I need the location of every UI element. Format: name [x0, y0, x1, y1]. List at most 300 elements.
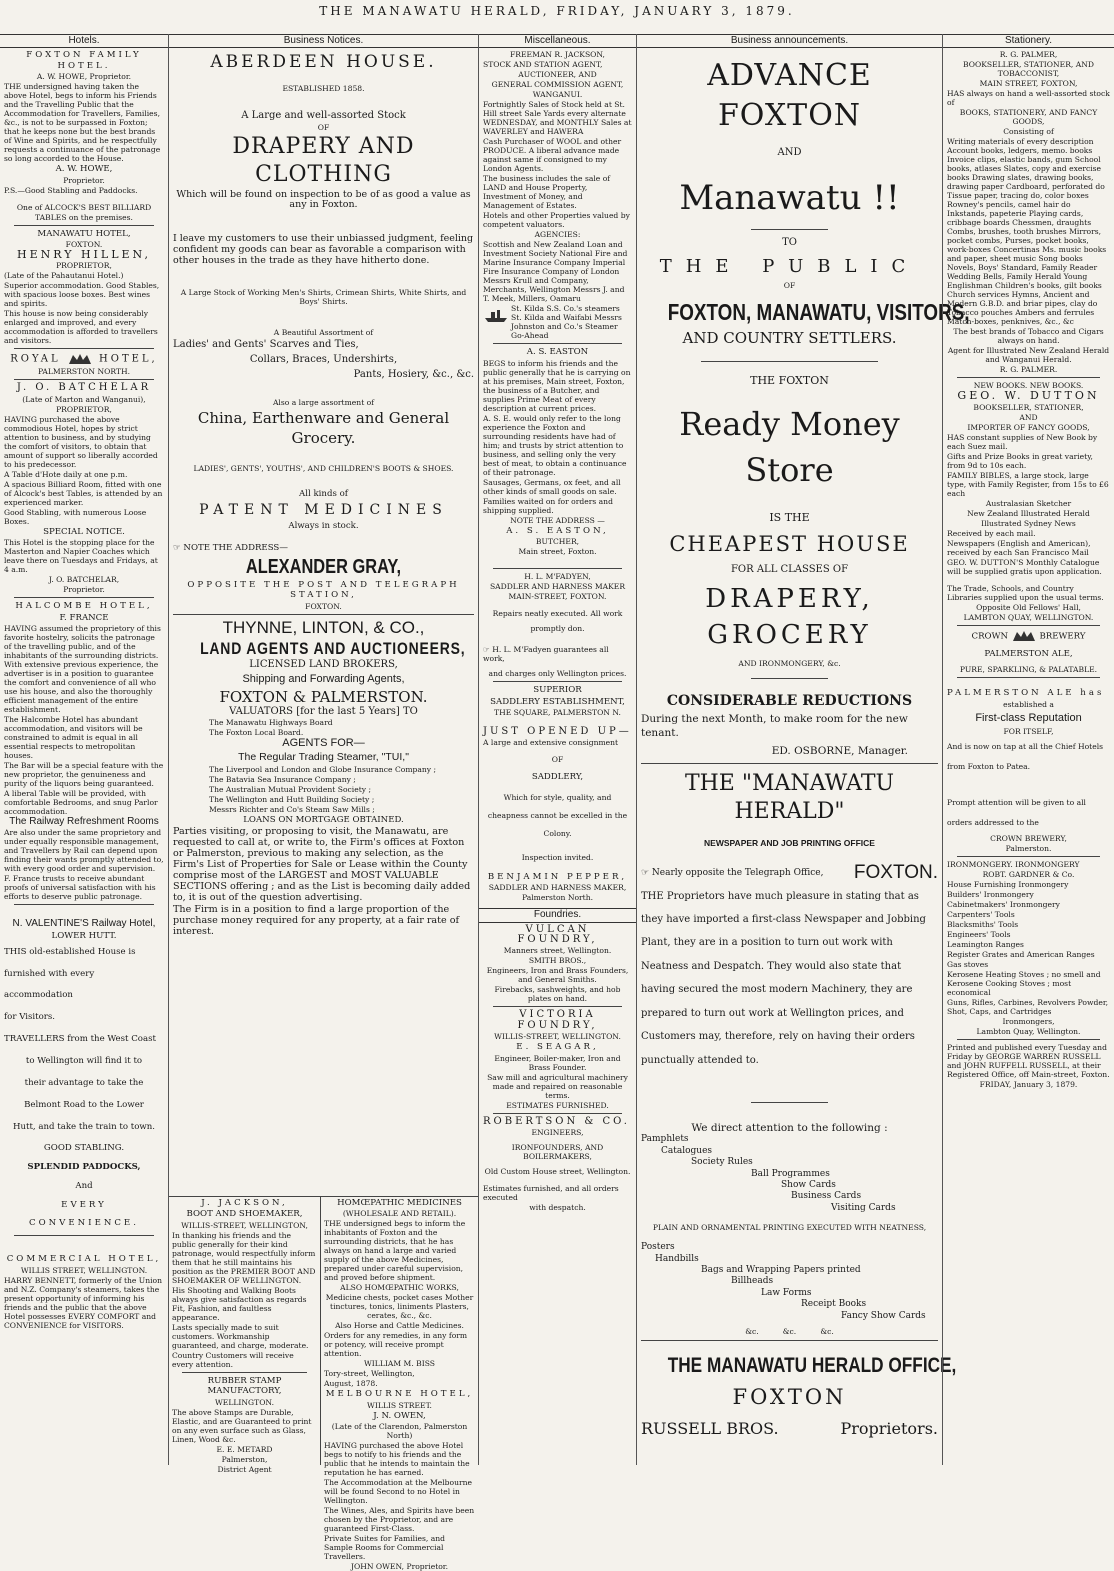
- ad-estimates: ESTIMATES FURNISHED.: [506, 1100, 609, 1110]
- ad-title: IRONMONGERY. IRONMONGERY: [947, 859, 1080, 869]
- ad-place: LOWER HUTT.: [51, 930, 117, 941]
- jackson-boot-ad: [169, 1197, 321, 1474]
- ad-advance: ADVANCE FOXTON: [707, 58, 872, 134]
- ad-place: PALMERSTON NORTH.: [37, 367, 131, 377]
- ad-melbody-3: The Wines, Ales, and Spirits have been chosen by the Proprietor, and are guaranteed First-Class.: [324, 1506, 475, 1534]
- ad-body: THE undersigned having taken the above Hotel, begs to inform his Friends and the Travelling Public that the Accommodation for Travellers, Families, &c., is not to be surpassed in Foxton; that he keeps none but the best brands of Wine and Spirits, and he respectfully requests a continuance of the patronage so long accorded to the House.: [4, 82, 161, 164]
- ad-line: A Large and well-assorted Stock: [241, 110, 406, 122]
- ad-notice: This Hotel is the stopping place for the Masterton and Napier Coaches which leave there on Tuesdays and Fridays, at 4 a.m.: [4, 538, 158, 575]
- ad-body: THE undersigned begs to inform the inhabitants of Foxton and the surrounding districts, that he has always on hand a large and varied supply of the above Medicines, prepared under careful supervision, and proved before shipment.: [324, 1219, 466, 1283]
- divider: [493, 681, 622, 682]
- ad-val: VALUATORS [for the last 5 Years] TO: [229, 706, 418, 718]
- ad-name: E. SEAGAR,: [516, 1042, 599, 1053]
- ad-agency: The Wellington and Hutt Building Society ;: [209, 794, 375, 804]
- divider: [182, 1372, 307, 1373]
- ad-sign-2: SADDLER AND HARNESS MAKER,: [488, 883, 627, 893]
- ad-gifts: Gifts and Prize Books in great variety, from 9d to 10s each.: [947, 451, 1093, 470]
- easton-butcher-ad: [483, 347, 632, 556]
- column-subheader: Foundries.: [479, 908, 636, 922]
- ad-title: COMMERCIAL HOTEL,: [6, 1254, 162, 1265]
- ad-loans: LOANS ON MORTGAGE OBTAINED.: [243, 814, 404, 825]
- ad-of: OF: [317, 122, 330, 132]
- ad-v2: The Foxton Local Board.: [209, 728, 304, 738]
- ad-herald: THE "MANAWATU HERALD": [684, 770, 895, 824]
- divider: [14, 1235, 154, 1236]
- ad-proprietor: PROPRIETOR,: [56, 404, 112, 414]
- aberdeen-house-ad: [173, 50, 474, 610]
- pepper-saddlery-ad: [483, 685, 632, 902]
- ad-store: Ready Money Store: [679, 404, 900, 489]
- column-header: Hotels.: [0, 34, 168, 48]
- printing-item: Business Cards: [791, 1191, 862, 1202]
- ad-line: A Beautiful Assortment of: [273, 327, 374, 337]
- ad-sign-2: Tory-street, Wellington,: [324, 1369, 415, 1379]
- masthead: THE MANAWATU HERALD, FRIDAY, JANUARY 3, 1879.: [319, 4, 795, 18]
- divider: [14, 904, 154, 905]
- ad-late: (Late of the Pahautanui Hotel.): [4, 271, 124, 281]
- ad-reductions: CONSIDERABLE REDUCTIONS: [666, 693, 913, 710]
- ad-title: J. JACKSON,: [201, 1198, 288, 1208]
- ad-name: R. G. PALMER,: [999, 50, 1058, 60]
- ad-body-3: The Bar will be a special feature with the new proprietor, the genuineness and purity of the liquors being guaranteed.: [4, 761, 164, 789]
- ad-line: for Visitors.: [4, 1012, 56, 1023]
- ad-manawatu: Manawatu !!: [679, 177, 900, 218]
- ad-place: MAIN STREET, FOXTON,: [979, 79, 1078, 89]
- ad-body: HAVING purchased the above commodious Hotel, hopes by strict attention to business, and by studying the comfort of visitors, to obtain that amount of support so liberally accorded to his predecessor.: [4, 414, 158, 469]
- ad-title: SUPERIOR: [533, 685, 582, 696]
- ad-settlers: AND COUNTRY SETTLERS.: [682, 329, 897, 348]
- valentine-hotel-ad: [4, 919, 164, 1232]
- ad-line: Pants, Hosiery, &c., &c.: [353, 368, 474, 380]
- ad-title: THYNNE, LINTON, & CO.,: [222, 617, 425, 637]
- ad-lic: LICENSED LAND BROKERS,: [249, 658, 398, 670]
- ad-body-3: The business includes the sale of LAND and House Property, Investment of Money, and Management of Estates.: [483, 174, 611, 211]
- divider: [751, 229, 828, 230]
- palmer-ad: [947, 50, 1110, 374]
- crown-brewery-ad: [947, 629, 1110, 853]
- ad-name: J. O. BATCHELAR: [16, 382, 152, 394]
- divider: [957, 677, 1100, 678]
- ad-line: ENGINEERS,: [531, 1128, 584, 1138]
- ad-new: NEW BOOKS. NEW BOOKS.: [973, 381, 1084, 391]
- ad-right: BREWERY: [1039, 631, 1086, 642]
- ad-agency: The Australian Mutual Provident Society ;: [209, 784, 372, 794]
- ad-title-3: THE SQUARE, PALMERSTON N.: [494, 708, 621, 718]
- ad-tap: And is now on tap at all the Chief Hotels from Foxton to Patea.: [947, 741, 1104, 771]
- ad-visitors: FOXTON, MANAWATU, VISITORS,: [667, 299, 970, 326]
- ad-title: VULCAN FOUNDRY,: [517, 923, 598, 946]
- ad-tobacco: The best brands of Tobacco and Cigars always on hand.: [953, 327, 1104, 346]
- ad-body-3: Sausages, Germans, ox feet, and all other kinds of small goods on sale.: [483, 477, 621, 496]
- printing-item: Receipt Books: [801, 1299, 867, 1310]
- ad-sign-3: Palmerston North.: [521, 893, 594, 903]
- ad-table: A Table d'Hote daily at one p.m.: [4, 469, 128, 479]
- ad-cheapest: CHEAPEST HOUSE: [669, 532, 910, 557]
- ad-rbody: The above Stamps are Durable, Elastic, and are Guaranteed to print on any even surface such as Glass, Linen, Wood &c.: [172, 1407, 312, 1444]
- printing-items-list: [641, 1134, 938, 1213]
- homeopathic-ad: [321, 1197, 478, 1571]
- ad-steamers: St. Kilda S.S. Co.'s steamers St. Kilda and Waifabi Messrs Johnston and Co.'s Steamer Go-Ahead: [511, 304, 622, 341]
- ad-line: A large and extensive consignment: [483, 738, 619, 748]
- printing-item: Billheads: [731, 1276, 774, 1287]
- ad-line: THIS old-established House is: [4, 947, 136, 958]
- ad-place: WILLIS-STREET, WELLINGTON.: [494, 1032, 621, 1042]
- ad-sub: LAND AGENTS AND AUCTIONEERS,: [200, 638, 466, 658]
- ad-line: Kerosene Heating Stoves ; no smell and Kerosene Cooking Stoves ; most economical: [947, 969, 1101, 997]
- ad-title: HOMŒPATHIC MEDICINES: [337, 1198, 462, 1208]
- ad-rsign-3: District Agent: [217, 1464, 272, 1474]
- ad-line: Cabinetmakers' Ironmongery: [947, 899, 1060, 909]
- ad-line: Ironmongers,: [1002, 1016, 1055, 1026]
- ad-agent: Agent for Illustrated New Zealand Herald and Wanganui Herald.: [947, 346, 1110, 365]
- commercial-hotel-ad: [4, 1254, 164, 1329]
- ad-title: ABERDEEN HOUSE.: [210, 52, 437, 73]
- ad-proprietor: PROPRIETOR,: [56, 261, 112, 271]
- ad-note: ☞ NOTE THE ADDRESS—: [173, 543, 288, 554]
- divider: [14, 225, 154, 226]
- ad-agency: The Batavia Sea Insurance Company ;: [209, 774, 356, 784]
- ad-body: HAVING assumed the proprietory of this favorite hostelry, solicits the patronage of the travelling public, and of the inhabitants of the surrounding districts. With extensive previous experience, the advertiser is in a position to guarantee the comfort and convenience of all who use his house, and also the thoroughly efficient management of the entire establishment.: [4, 624, 161, 715]
- ad-line: to Wellington will find it to: [25, 1056, 143, 1067]
- victoria-foundry-ad: [483, 1010, 632, 1109]
- printing-item: Fancy Show Cards: [841, 1310, 926, 1321]
- ad-line: furnished with every accommodation: [4, 969, 95, 1001]
- ad-line: Inspection invited.: [521, 852, 594, 862]
- ad-line: SPLENDID PADDOCKS,: [27, 1162, 141, 1173]
- divider: [641, 1340, 938, 1341]
- ad-nearly: ☞ Nearly opposite the Telegraph Office,: [641, 868, 824, 879]
- ad-iron: AND IRONMONGERY, &c.: [738, 659, 841, 669]
- column-header: Business Notices.: [169, 34, 478, 48]
- lower-notices: [169, 1196, 478, 1571]
- ad-is-the: IS THE: [769, 510, 810, 524]
- ad-office: NEWSPAPER AND JOB PRINTING OFFICE: [704, 837, 875, 848]
- ad-body-2: This house is now being considerably enlarged and improved, and every accommodation is afforded to travellers and visitors.: [4, 309, 158, 346]
- ad-herald-office: THE MANAWATU HERALD OFFICE,: [667, 1354, 957, 1377]
- ad-agents: AGENTS FOR—: [282, 737, 365, 750]
- ad-line: EVERY CONVENIENCE.: [29, 1200, 139, 1229]
- ad-addr: OPPOSITE THE POST AND TELEGRAPH STATION,: [187, 579, 460, 601]
- ad-line: SADDLERY,: [531, 772, 584, 783]
- ad-line: Leamington Ranges: [947, 939, 1024, 949]
- royal-crest-icon: [1011, 629, 1037, 643]
- ad-name: F. FRANCE: [59, 612, 109, 623]
- divider: [701, 361, 878, 362]
- printing-item: Posters: [641, 1242, 675, 1253]
- ad-title: ROBERTSON & CO.: [483, 1115, 630, 1127]
- dutton-ad: [947, 381, 1110, 621]
- ad-sign: A. S. EASTON,: [506, 525, 609, 536]
- divider: [493, 343, 622, 344]
- ad-note: NOTE THE ADDRESS —: [510, 515, 605, 525]
- ad-news: Newspapers (English and American), received by each San Francisco Mail: [947, 538, 1091, 557]
- printing-item: Show Cards: [781, 1179, 836, 1190]
- ad-russell: RUSSELL BROS.: [641, 1419, 779, 1438]
- ad-and: AND: [777, 147, 802, 159]
- ad-est: established a: [1003, 699, 1054, 709]
- ad-line: House Furnishing Ironmongery: [947, 879, 1069, 889]
- ad-signature: A. W. HOWE,: [55, 164, 113, 175]
- ad-rubber: RUBBER STAMP MANUFACTORY,: [207, 1375, 282, 1397]
- ad-body-2: The Halcombe Hotel has abundant accommodation, and visitors will be constrained to admit is equal in all essential respects to metropolitan houses.: [4, 715, 143, 761]
- divider: [957, 1039, 1100, 1040]
- ad-pn: Palmerston.: [1005, 843, 1052, 853]
- ad-body-2: His Shooting and Walking Boots always give satisfaction as regards Fit, Fashion, and faultless appearance.: [172, 1285, 307, 1322]
- printing-item: Handbills: [655, 1253, 699, 1264]
- divider: [957, 377, 1100, 378]
- ad-direct: We direct attention to the following :: [691, 1121, 888, 1134]
- ad-line: And: [75, 1181, 93, 1192]
- ad-pure: PURE, SPARKLING, & PALATABLE.: [959, 665, 1098, 675]
- ad-line: Gas stoves: [947, 959, 989, 969]
- ad-melbody-4: Private Suites for Families, and Sample Rooms for Commercial Travellers.: [324, 1534, 446, 1562]
- printing-item: Law Forms: [761, 1287, 812, 1298]
- halcombe-hotel-ad: [4, 601, 164, 901]
- ad-to: TO: [782, 236, 797, 248]
- ad-p2: New Zealand Illustrated Herald: [967, 508, 1090, 518]
- ad-russell-2: Proprietors.: [840, 1419, 938, 1438]
- ad-place: FOXTON.: [65, 240, 103, 250]
- ad-quay: LAMBTON QUAY, WELLINGTON.: [963, 612, 1094, 622]
- ad-line: Guns, Rifles, Carbines, Revolvers Powder, Shot, Caps, and Cartridges: [947, 997, 1109, 1016]
- ad-body: Superior accommodation. Good Stables, with spacious loose boxes. Best wines and spirits.: [4, 281, 160, 309]
- ad-line: Lambton Quay, Wellington.: [976, 1026, 1081, 1036]
- ad-v1: The Manawatu Highways Board: [209, 718, 333, 728]
- ad-place: MAIN-STREET, FOXTON.: [508, 592, 607, 602]
- divider: [751, 1102, 828, 1103]
- royal-hotel-ad: [4, 352, 164, 594]
- ad-public: THE PUBLIC: [659, 256, 920, 278]
- printing-item: Society Rules: [691, 1157, 753, 1168]
- herald-office-ad: [641, 770, 957, 1440]
- stationery-column: [942, 34, 1114, 1465]
- ad-line: OF: [551, 755, 564, 765]
- ad-line: Engineers' Tools: [947, 929, 1011, 939]
- ad-body-2: Saw mill and agricultural machinery made and repaired on reasonable terms.: [487, 1072, 628, 1100]
- ad-proprietor: A. W. HOWE, Proprietor.: [36, 72, 132, 82]
- ad-sign-3: August, 1878.: [324, 1379, 378, 1389]
- ad-bibles: FAMILY BIBLES, a large stock, large type, with Family Register, from 15s to £6 each: [947, 470, 1109, 498]
- ad-for-all: FOR ALL CLASSES OF: [730, 564, 849, 576]
- ad-mel: MELBOURNE HOTEL,: [325, 1389, 474, 1400]
- divider: [493, 568, 622, 569]
- thynne-linton-ad: [173, 618, 474, 938]
- ad-left: CROWN: [971, 631, 1008, 642]
- ad-name: HENRY HILLEN,: [17, 248, 151, 262]
- column-header: Business announcements.: [637, 34, 942, 48]
- ad-p3: Illustrated Sydney News: [981, 518, 1076, 528]
- ad-rsign-2: Palmerston,: [221, 1454, 268, 1464]
- ad-line: Belmont Road to the Lower: [24, 1100, 144, 1111]
- ad-line: A Large Stock of Working Men's Shirts, Crimean Shirts, White Shirts, and Boys' Shirts.: [180, 287, 467, 306]
- ad-tui: The Regular Trading Steamer, "TUI,": [238, 750, 409, 763]
- ad-proprietors: THE Proprietors have much pleasure in stating that as they have imported a first-class Newspaper and Jobbing Plant, they are in a position to turn out work with Neatness and Despatch. They would also state that having secured the most modern Machinery, they are prepared to turn out work at Wellington prices, and Customers may, therefore, rely on having their orders punctually attended to.: [641, 890, 926, 1066]
- ad-foxton-2: FOXTON: [732, 1385, 847, 1409]
- ad-est: ESTABLISHED 1858.: [282, 84, 365, 94]
- ad-agencies: AGENCIES:: [534, 230, 581, 240]
- steamer-icon: [483, 304, 509, 324]
- ad-orders: Orders for any remedies, in any form or potency, will receive prompt attention.: [324, 1331, 468, 1359]
- printing-items-list-2: [641, 1242, 938, 1321]
- ad-and: AND: [1019, 412, 1038, 422]
- ad-title: MANAWATU HOTEL,: [37, 228, 131, 239]
- ad-place: Manners street, Wellington.: [503, 946, 612, 956]
- ad-special: SPECIAL NOTICE.: [43, 526, 125, 537]
- ad-ale: PALMERSTON ALE,: [984, 648, 1073, 659]
- ad-title-2: SADDLERY ESTABLISHMENT,: [490, 696, 625, 707]
- ad-line: promptly don.: [530, 624, 585, 634]
- ad-trade: BOOKSELLER, STATIONER, AND TOBACCONIST,: [963, 60, 1094, 79]
- ad-town: FOXTON.: [305, 601, 342, 611]
- ad-drapery: DRAPERY, GROCERY: [705, 584, 874, 651]
- ad-body-2: Firebacks, sashweights, and hob plates on hand.: [494, 985, 621, 1004]
- ad-body: Engineers, Iron and Brass Founders, and General Smiths.: [486, 966, 629, 985]
- ad-line: and charges only Wellington prices.: [488, 669, 627, 679]
- ad-place: WILLIS-STREET, WELLINGTON,: [181, 1220, 308, 1230]
- ad-owenlate: (Late of the Clarendon, Palmerston North): [331, 1422, 468, 1441]
- imprint-date: FRIDAY, January 3, 1879.: [979, 1079, 1078, 1089]
- ad-during: During the next Month, to make room for the new tenant.: [641, 713, 908, 740]
- ad-has: HAS constant supplies of New Book by each Suez mail.: [947, 432, 1098, 451]
- ad-prompt: Prompt attention will be given to all orders addressed to the: [947, 797, 1086, 827]
- ad-name: GEO. W. DUTTON: [957, 389, 1100, 403]
- ad-melbody: HAVING purchased the above Hotel begs to notify to his friends and the public that he intends to maintain the reputation he has earned.: [324, 1441, 470, 1478]
- ad-sign-2: BUTCHER,: [535, 537, 580, 547]
- printing-item: Pamphlets: [641, 1134, 689, 1145]
- ad-line: Which for style, quality, and cheapness cannot be excelled in the Colony.: [487, 792, 628, 838]
- ad-drapery: DRAPERY AND CLOTHING: [232, 133, 415, 187]
- hotels-column: [0, 34, 168, 1465]
- gardner-ironmongery-ad: [947, 860, 1110, 1036]
- ad-line: Ladies' and Gents' Scarves and Ties,: [173, 338, 359, 350]
- divider: [493, 1006, 622, 1007]
- ad-sign: R. G. PALMER.: [999, 365, 1058, 375]
- ad-cat: GEO. W. DUTTON'S Monthly Catalogue will be supplied gratis upon application.: [947, 557, 1102, 576]
- divider: [641, 763, 938, 764]
- divider: [173, 614, 474, 615]
- divider: [751, 678, 828, 679]
- ad-stock: Always in stock.: [288, 521, 359, 532]
- ad-line: Hutt, and take the train to town.: [12, 1122, 155, 1133]
- ad-foxton: FOXTON.: [853, 862, 938, 884]
- ad-plain: PLAIN AND ORNAMENTAL PRINTING EXECUTED WITH NEATNESS,: [652, 1223, 927, 1233]
- ad-agencies-list: Scottish and New Zealand Loan and Investment Society National Fire and Marine Insurance Company Imperial Fire Insurance Company of London Messrs Krull and Company, Merchants, Wellington Messrs J. and T. Meek, Millers, Oamaru: [483, 240, 628, 304]
- ad-towns: FOXTON & PALMERSTON.: [219, 688, 428, 707]
- ad-melplace: WILLIS STREET.: [367, 1400, 432, 1410]
- ad-line: Also a large assortment of: [272, 397, 375, 407]
- divider: [14, 348, 154, 349]
- ad-signature-title: Proprietor.: [63, 585, 105, 595]
- ad-sign-3: Main street, Foxton.: [518, 547, 597, 557]
- ad-line: ☞ H. L. M'Fadyen guarantees all work,: [483, 645, 609, 664]
- ad-billiard: A spacious Billiard Room, fitted with one of Alcock's best Tables, is attended by an experienced marker.: [4, 479, 163, 507]
- ready-money-store-ad: [641, 56, 970, 758]
- robertson-ad: [483, 1117, 632, 1212]
- ad-list: Medicine chests, pocket cases Mother tinctures, tonics, liniments Plasters, cerates, &c., &c.: [325, 1293, 474, 1321]
- ad-body: HARRY BENNETT, formerly of the Union and N.Z. Company's steamers, takes the present opportunity of informing his friends and the public that the above Hotel possesses EVERY COMFORT and CONVENIENCE for VISITORS.: [4, 1275, 162, 1330]
- ad-refresh-body-2: F. France trusts to receive abundant proofs of universal satisfaction with his efforts to deserve public patronage.: [4, 874, 156, 902]
- ad-of: OF: [783, 281, 796, 291]
- printing-item: Visiting Cards: [831, 1202, 896, 1213]
- ad-mail: Received by each mail.: [947, 528, 1036, 538]
- ad-body-4: A liberal Table will be provided, with comfortable Bedrooms, and snug Parlor accommodation.: [4, 789, 158, 817]
- ad-agency: Messrs Richter and Co's Steam Saw Mills ;: [209, 804, 375, 814]
- column-header: Stationery.: [943, 34, 1114, 48]
- ad-line: Repairs neatly executed. All work: [492, 609, 623, 619]
- printing-item: Ball Programmes: [751, 1168, 830, 1179]
- ad-melsign: JOHN OWEN, Proprietor.: [350, 1562, 449, 1571]
- royal-crest-icon: [67, 352, 93, 366]
- ad-postscript: P.S.—Good Stabling and Paddocks.: [4, 185, 138, 195]
- ad-place: WILLIS STREET, WELLINGTON.: [20, 1265, 148, 1275]
- ad-body-3: Lasts specially made to suit customers. Workmanship guaranteed, and charge, moderate.: [172, 1322, 309, 1350]
- ad-line: GOOD STABLING.: [43, 1143, 125, 1154]
- ad-title-left: ROYAL: [10, 353, 61, 365]
- ad-name: ALEXANDER GRAY,: [245, 555, 402, 578]
- ad-sign: BENJAMIN PEPPER,: [487, 871, 628, 882]
- ad-cb: CROWN BREWERY,: [990, 833, 1067, 843]
- ad-body: Engineer, Boiler-maker, Iron and Brass Founder.: [494, 1053, 621, 1072]
- ad-ale-2: PALMERSTON ALE has: [947, 688, 1105, 699]
- ad-line: Collars, Braces, Undershirts,: [249, 353, 398, 365]
- ad-opp: Opposite Old Fellows' Hall,: [976, 602, 1081, 612]
- ad-body-2: A. S. E. would only refer to the long experience the Foxton and surrounding residents have had of him; and trusts by strict attention to business, and selling only the very best of meat, to obtain a continuance of their patronage.: [483, 413, 627, 477]
- ad-melbody-2: The Accommodation at the Melbourne will be found Second to no Hotel in Wellington.: [324, 1478, 473, 1506]
- ad-p2: The Firm is in a position to find a large proportion of the purchase money required for any property, at a fair rate of interest.: [173, 904, 460, 938]
- ad-body-4: Families waited on for orders and shipping supplied.: [483, 496, 613, 515]
- ad-refresh-body: Are also under the same proprietory and under equally responsible management, and Travellers by Rail can depend upon finding their wants promptly attended to, with every good order and supervision.: [4, 828, 164, 874]
- ad-billiard: One of ALCOCK'S BEST BILLIARD: [16, 202, 152, 212]
- ad-ship: Shipping and Forwarding Agents,: [242, 673, 405, 686]
- ad-line: Estimates furnished, and all orders executed: [483, 1184, 619, 1203]
- vulcan-foundry-ad: [483, 925, 632, 1004]
- ad-etc: &c. &c. &c.: [745, 1327, 834, 1336]
- foxton-family-hotel-ad: [4, 50, 164, 221]
- ad-signature: J. O. BATCHELAR,: [48, 575, 120, 585]
- ad-title: HALCOMBE HOTEL,: [15, 601, 153, 612]
- ad-body-4: Hotels and other Properties valued by competent valuators.: [483, 211, 630, 230]
- ad-line: STOCK AND STATION AGENT,: [483, 60, 603, 70]
- ad-the-foxton: THE FOXTON: [750, 374, 829, 388]
- ad-body: In thanking his friends and the public generally for their kind patronage, would respectfully inform them that he still maintains his position as the PREMIER BOOT AND SHOEMAKER OF WELLINGTON.: [172, 1230, 316, 1285]
- printing-item: Bags and Wrapping Papers printed: [701, 1264, 861, 1275]
- ad-line: I leave my customers to use their unbiassed judgment, feeling confident my goods can bear as favorable a comparison with other houses in the trade as they have hitherto done.: [173, 232, 474, 266]
- ad-name: FREEMAN R. JACKSON,: [510, 50, 605, 60]
- ad-books: BOOKS, STATIONERY, AND FANCY GOODS,: [959, 108, 1098, 127]
- ad-list: Writing materials of every description Account books, ledgers, memo. books Invoice clips, elastic bands, gum School books, atlases Slates, copy and exercise books Drawing slates, drawing books, drawing paper Cardboard, perforated do Tissue paper, tracing do, color boxes Rowney's pencils, camel hair do Inkstands, papeterie Playing cards, cribbage boards Chessmen, draughts Combs, brushes, tooth brushes Mirrors, pocket combs, Purses, pocket books, work-boxes Concertinas Ms. music books and paper, sheet music Song books Novels, Boys' Standard, Family Reader Wedding Bells, Family Herald Young Englishman Children's books, gilt books Church services Hymns, Ancient and Modern G.B.D. and briar pipes, clay do Tobacco pouches Ambers and ferrules Match-boxes, penknives, &c., &c: [947, 137, 1107, 327]
- ad-consisting: Consisting of: [1003, 127, 1054, 137]
- ad-line: TRAVELLERS from the West Coast: [4, 1034, 156, 1045]
- imprint: [947, 1043, 1110, 1089]
- ad-title-right: HOTEL,: [99, 353, 158, 365]
- ad-signature-title: Proprietor.: [63, 175, 105, 185]
- ad-title: FOXTON FAMILY HOTEL.: [26, 50, 142, 71]
- business-notices-column: [168, 34, 478, 1571]
- ad-line: GENERAL COMMISSION AGENT,: [491, 80, 624, 90]
- printing-item: Catalogues: [661, 1145, 713, 1156]
- ad-name: SMITH BROS.,: [528, 956, 587, 966]
- ad-trade: SADDLER AND HARNESS MAKER: [489, 582, 626, 592]
- ad-rep: First-class Reputation: [975, 711, 1082, 724]
- ad-name: H. L. M'FADYEN,: [524, 572, 591, 582]
- ad-line: WANGANUI.: [532, 90, 583, 100]
- ad-trade: BOOKSELLER, STATIONER,: [973, 402, 1084, 412]
- ad-rsign: E. E. METARD: [216, 1444, 273, 1454]
- ad-sign: WILLIAM M. BISS: [363, 1359, 436, 1369]
- ad-p1: Australasian Sketcher: [985, 498, 1072, 508]
- ad-osborne: ED. OSBORNE, Manager.: [771, 745, 908, 758]
- ad-trade-2: The Trade, Schools, and Country Libraries supplied upon the usual terms.: [947, 583, 1104, 602]
